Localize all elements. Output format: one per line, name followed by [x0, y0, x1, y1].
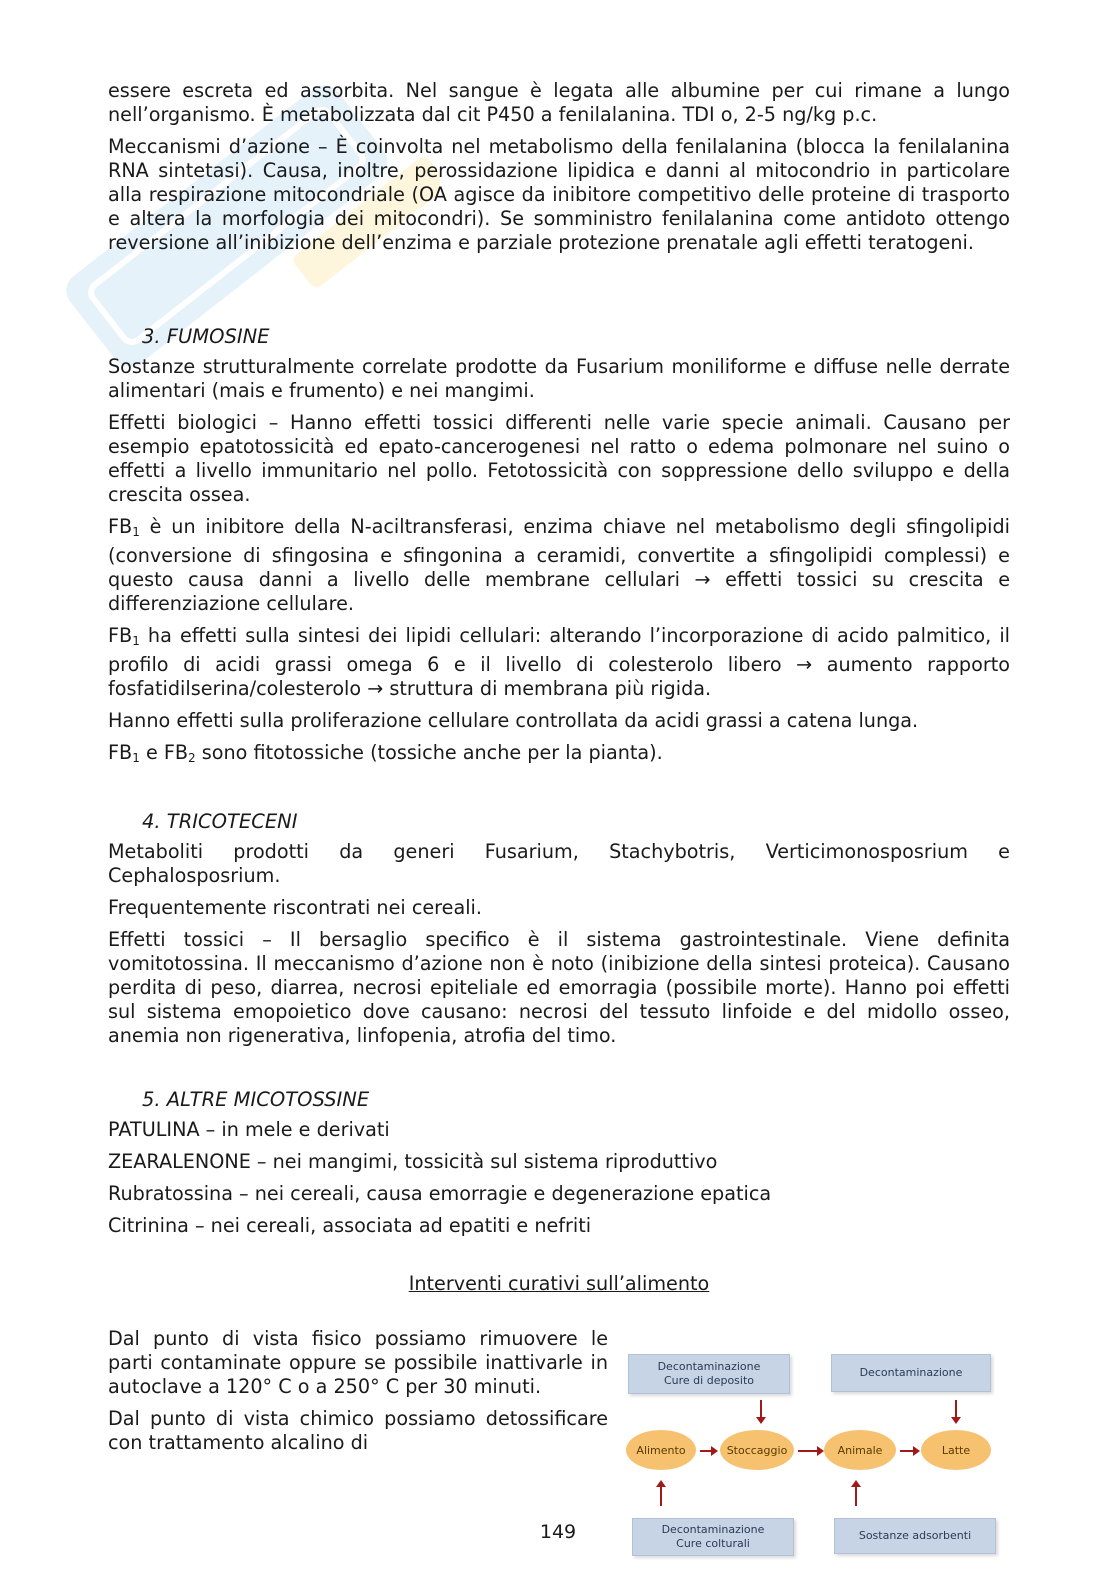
node-animale: Animale — [824, 1430, 896, 1470]
fumosine-paragraph-2: Effetti biologici – Hanno effetti tossici differenti nelle varie specie animali. Causano per esempio epatotossicità ed epato-cancerogenesi nel ratto o edema polmonare nel suino o effetti a livello immunitario nel pollo. Fetotossicità con soppressione dello sviluppo e della crescita ossea. — [108, 411, 1010, 506]
node-alimento: Alimento — [626, 1430, 696, 1470]
fumosine-paragraph-4-text: ha effetti sulla sintesi dei lipidi cellulari: alterando l’incorporazione di acido palmitico, il profilo di acidi grassi omega 6 e il livello di colesterolo libero → aumento rapporto fosfatidilserina/colesterolo → struttura di membrana più rigida. — [108, 624, 1010, 700]
interventi-text — [108, 1327, 608, 1463]
section-heading-altre-micotossine: 5. ALTRE MICOTOSSINE — [142, 1088, 370, 1111]
box-sublabel: Cure di deposito — [663, 1374, 755, 1387]
section-heading-fumosine: 3. FUMOSINE — [142, 325, 270, 348]
fb-subscript: 1 — [132, 751, 140, 765]
fumosine-paragraph-6-text: sono fitotossiche (tossiche anche per la pianta). — [195, 741, 663, 764]
intro-paragraph-1: essere escreta ed assorbita. Nel sangue è legata alle albumine per cui rimane a lungo nell’organismo. È metabolizzata dal cit P450 a fenilalanina. TDI o, 2-5 ng/kg p.c. — [108, 79, 1010, 126]
arrow-right — [900, 1450, 914, 1452]
box-label: Decontaminazione — [657, 1360, 761, 1373]
altre-item: ZEARALENONE – nei mangimi, tossicità sul sistema riproduttivo — [108, 1150, 718, 1173]
box-sublabel: Cure colturali — [676, 1537, 750, 1550]
intro-paragraph-2: Meccanismi d’azione – È coinvolta nel metabolismo della fenilalanina (blocca la fenilalanina RNA sintetasi). Causa, inoltre, perossidazione lipidica e danni al mitocondrio in particolare alla respirazione mitocondriale (OA agisce da inibitore competitivo delle proteine di trasporto e altera la morfologia dei mitocondri). Se somministro fenilalanina come antidoto ottengo reversione all’inibizione dell’enzima e parziale protezione prenatale agli effetti teratogeni. — [108, 135, 1010, 254]
fb-subscript: 1 — [132, 525, 140, 539]
interventi-paragraph-2: Dal punto di vista chimico possiamo detossificare con trattamento alcalino di — [108, 1407, 608, 1454]
fb-label: FB — [108, 624, 133, 647]
page-number: 149 — [539, 1521, 577, 1543]
arrow-right — [700, 1450, 712, 1452]
fumosine-paragraph-1: Sostanze strutturalmente correlate prodotte da Fusarium moniliforme e diffuse nelle derrate alimentari (mais e frumento) e nei mangimi. — [108, 355, 1010, 402]
interventi-paragraph-1: Dal punto di vista fisico possiamo rimuovere le parti contaminate oppure se possibile inattivarle in autoclave a 120° C o a 250° C per 30 minuti. — [108, 1327, 608, 1398]
node-latte: Latte — [921, 1430, 991, 1470]
fumosine-paragraph-3 — [108, 515, 1010, 616]
fumosine-paragraph-5: Hanno effetti sulla proliferazione cellulare controllata da acidi grassi a catena lunga. — [108, 709, 919, 732]
fumosine-paragraph-4 — [108, 624, 1010, 701]
fumosine-paragraph-3-text: è un inibitore della N-aciltransferasi, enzima chiave nel metabolismo degli sfingolipidi (conversione di sfingosina e sfingonina a ceramidi, convertite a sfingolipidi complessi) e questo causa danni a livello delle membrane cellulari → effetti tossici su crescita e differenziazione cellulare. — [108, 515, 1010, 615]
node-stoccaggio: Stoccaggio — [720, 1430, 794, 1470]
box-label: Decontaminazione — [661, 1523, 765, 1536]
box-label: Decontaminazione — [859, 1366, 963, 1379]
arrow-up — [855, 1486, 857, 1506]
interventi-title: Interventi curativi sull’alimento — [408, 1272, 710, 1295]
fb-subscript: 2 — [188, 751, 196, 765]
fb-label: e FB — [139, 741, 189, 764]
fb-label: FB — [108, 515, 133, 538]
box-label: Sostanze adsorbenti — [858, 1529, 972, 1542]
tricoteceni-paragraph-2: Frequentemente riscontrati nei cereali. — [108, 896, 482, 919]
main-text — [108, 79, 1010, 1304]
altre-item: PATULINA – in mele e derivati — [108, 1118, 390, 1141]
altre-item: Rubratossina – nei cereali, causa emorragie e degenerazione epatica — [108, 1182, 772, 1205]
fb-label: FB — [108, 741, 133, 764]
section-heading-tricoteceni: 4. TRICOTECENI — [142, 810, 298, 833]
box-decontaminazione-deposito — [628, 1354, 790, 1394]
tricoteceni-paragraph-3: Effetti tossici – Il bersaglio specifico è il sistema gastrointestinale. Viene definita vomitotossina. Il meccanismo d’azione non è noto (inibizione della sintesi proteica). Causano perdita di peso, diarrea, necrosi epiteliale ed emorragia (possibile morte). Hanno poi effetti sul sistema emopoietico dove causano: necrosi del tessuto linfoide e del midollo osseo, anemia non rigenerativa, linfopenia, atrofia del timo. — [108, 928, 1010, 1047]
arrow-up — [660, 1486, 662, 1506]
arrow-down — [955, 1400, 957, 1418]
fb-subscript: 1 — [132, 634, 140, 648]
fumosine-paragraph-6 — [108, 741, 1010, 770]
arrow-right — [798, 1450, 818, 1452]
box-decontaminazione — [831, 1354, 991, 1392]
arrow-down — [760, 1400, 762, 1418]
altre-item: Citrinina – nei cereali, associata ad epatiti e nefriti — [108, 1214, 592, 1237]
tricoteceni-paragraph-1: Metaboliti prodotti da generi Fusarium, Stachybotris, Verticimonosposrium e Cephalosposrium. — [108, 840, 1010, 887]
